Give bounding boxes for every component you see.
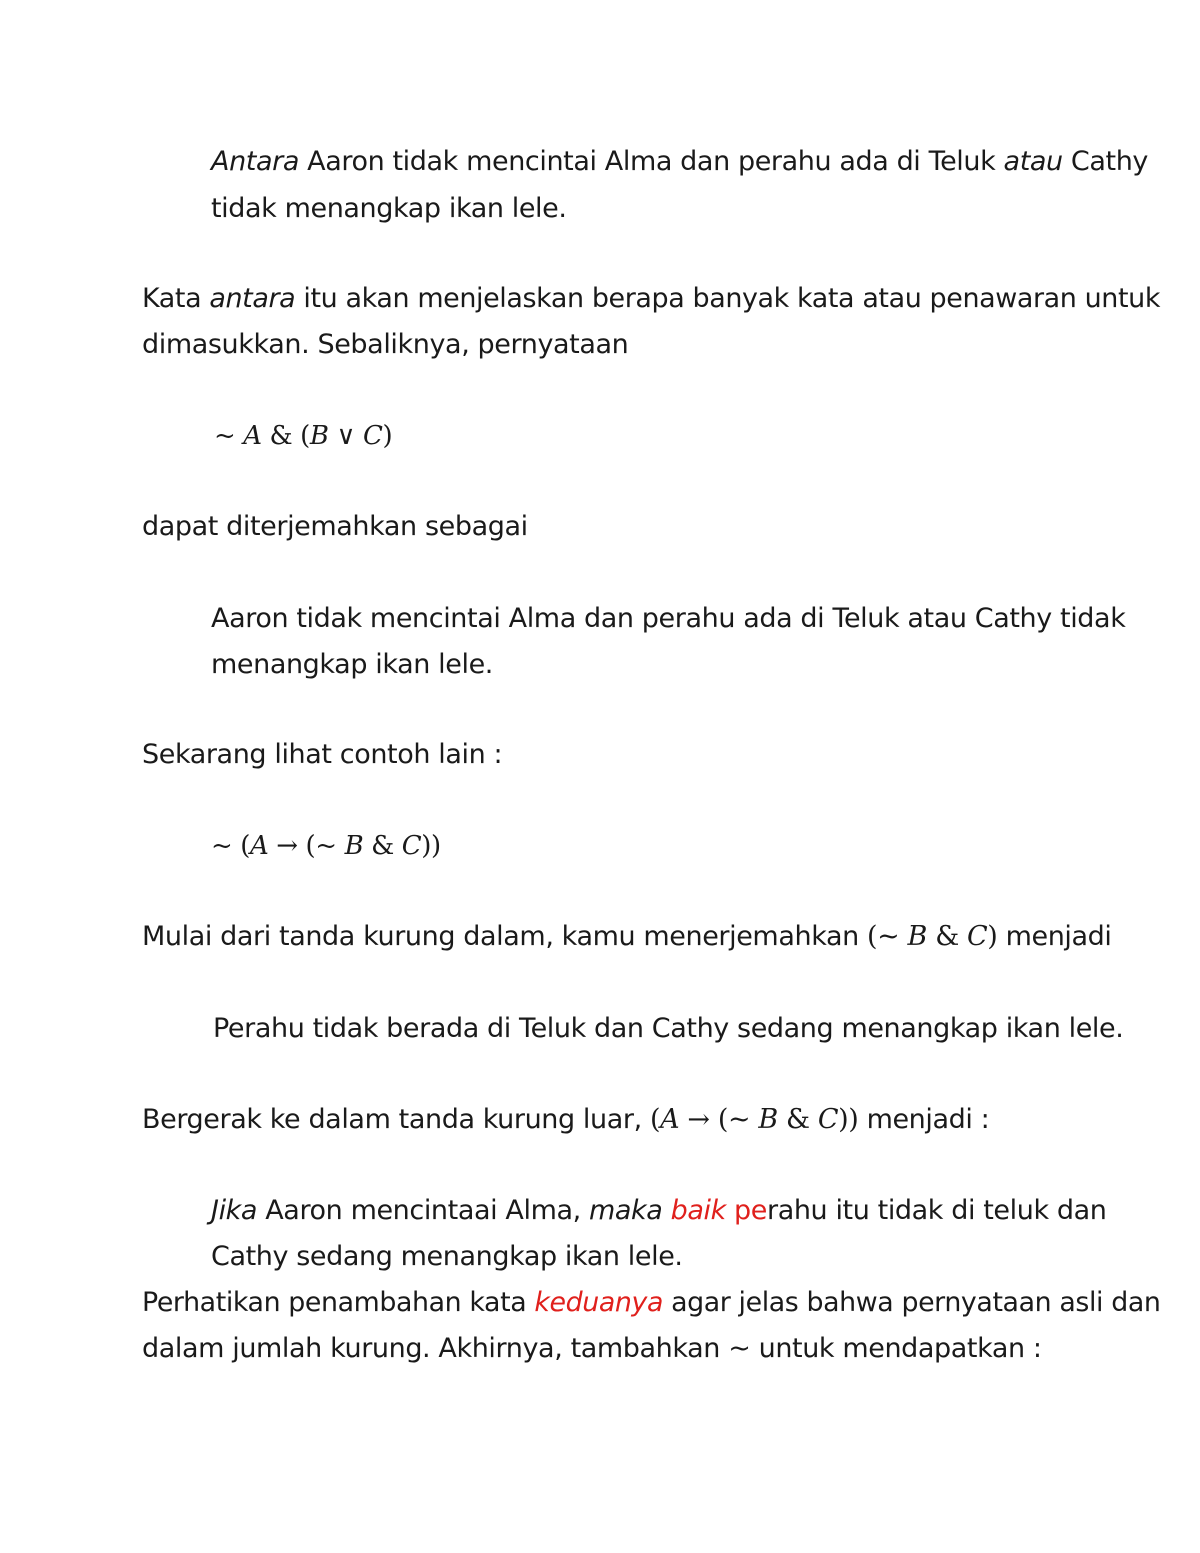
text-span: Mulai dari tanda kurung dalam, kamu menerjemahkan: [142, 921, 867, 952]
formula-variable: A: [243, 421, 262, 451]
formula-symbol: (: [300, 421, 310, 451]
paragraph-3: dapat diterjemahkan sebagai: [142, 511, 528, 542]
highlight-baik: baik: [670, 1195, 726, 1226]
paragraph-1-line-2: tidak menangkap ikan lele.: [211, 193, 567, 224]
highlight-keduanya: keduanya: [534, 1287, 663, 1318]
formula-symbol: )): [838, 1104, 859, 1135]
paragraph-9-line-2: Cathy sedang menangkap ikan lele.: [211, 1241, 683, 1272]
formula-symbol: ): [987, 921, 998, 952]
paragraph-7: Perahu tidak berada di Teluk dan Cathy sedang menangkap ikan lele.: [213, 1013, 1124, 1044]
paragraph-4-line-2: menangkap ikan lele.: [211, 649, 493, 680]
formula-1: [214, 421, 392, 451]
text-span: Cathy: [1062, 146, 1149, 177]
paragraph-5: Sekarang lihat contoh lain :: [142, 739, 503, 770]
formula-symbol: →: [276, 831, 298, 861]
formula-symbol: )): [421, 831, 441, 861]
italic-antara: antara: [209, 283, 296, 314]
formula-2: [211, 831, 441, 861]
text-span: Kata: [142, 283, 210, 314]
formula-variable: A: [660, 1104, 680, 1135]
paragraph-10-line-1: [142, 1287, 1160, 1318]
formula-symbol: ∨: [336, 421, 356, 451]
text-span: Perhatikan penambahan kata: [142, 1287, 535, 1318]
formula-variable: B: [309, 421, 329, 451]
text-span: agar jelas bahwa pernyataan asli dan: [662, 1287, 1161, 1318]
formula-symbol: →: [687, 1104, 710, 1135]
formula-symbol: ): [382, 421, 393, 451]
formula-symbol: &: [269, 421, 293, 451]
formula-variable: C: [363, 421, 383, 451]
paragraph-2-line-1: [142, 283, 1160, 314]
italic-antara: Antara: [211, 146, 299, 177]
text-span: menjadi: [997, 921, 1112, 952]
formula-symbol: &: [935, 921, 959, 952]
paragraph-8: [142, 1104, 989, 1135]
formula-variable: C: [967, 921, 988, 952]
paragraph-1-line-1: [211, 146, 1148, 177]
formula-symbol: ~: [214, 421, 236, 451]
formula-symbol: (~: [305, 831, 337, 861]
formula-variable: C: [817, 1104, 839, 1135]
italic-jika: Jika: [211, 1195, 258, 1226]
formula-symbol: &: [786, 1104, 810, 1135]
text-span: itu akan menjelaskan berapa banyak kata atau penawaran untuk: [295, 283, 1161, 314]
highlight-pe: pe: [725, 1195, 767, 1226]
formula-variable: C: [401, 831, 422, 861]
text-span: rahu itu tidak di teluk dan: [767, 1195, 1107, 1226]
italic-maka: maka: [589, 1195, 663, 1226]
text-span: [662, 1195, 670, 1226]
paragraph-2-line-2: dimasukkan. Sebaliknya, pernyataan: [142, 329, 629, 360]
text-span: menjadi :: [858, 1104, 990, 1135]
formula-symbol: (: [240, 831, 251, 861]
paragraph-10-line-2: dalam jumlah kurung. Akhirnya, tambahkan ~ untuk mendapatkan :: [142, 1333, 1042, 1364]
italic-atau: atau: [1003, 146, 1063, 177]
text-span: Bergerak ke dalam tanda kurung luar,: [142, 1104, 650, 1135]
formula-variable: B: [758, 1104, 778, 1135]
formula-symbol: (~: [867, 921, 900, 952]
formula-variable: A: [250, 831, 269, 861]
text-span: Aaron mencintaai Alma,: [257, 1195, 589, 1226]
paragraph-4-line-1: Aaron tidak mencintai Alma dan perahu ada di Teluk atau Cathy tidak: [211, 603, 1126, 634]
formula-variable: B: [907, 921, 927, 952]
paragraph-9-line-1: [211, 1195, 1106, 1226]
formula-symbol: (~: [717, 1104, 751, 1135]
paragraph-6: [142, 921, 1112, 952]
text-span: Aaron tidak mencintai Alma dan perahu ada di Teluk: [298, 146, 1004, 177]
formula-symbol: (: [649, 1104, 661, 1135]
formula-symbol: ~: [211, 831, 233, 861]
formula-variable: B: [344, 831, 364, 861]
formula-symbol: &: [371, 831, 394, 861]
